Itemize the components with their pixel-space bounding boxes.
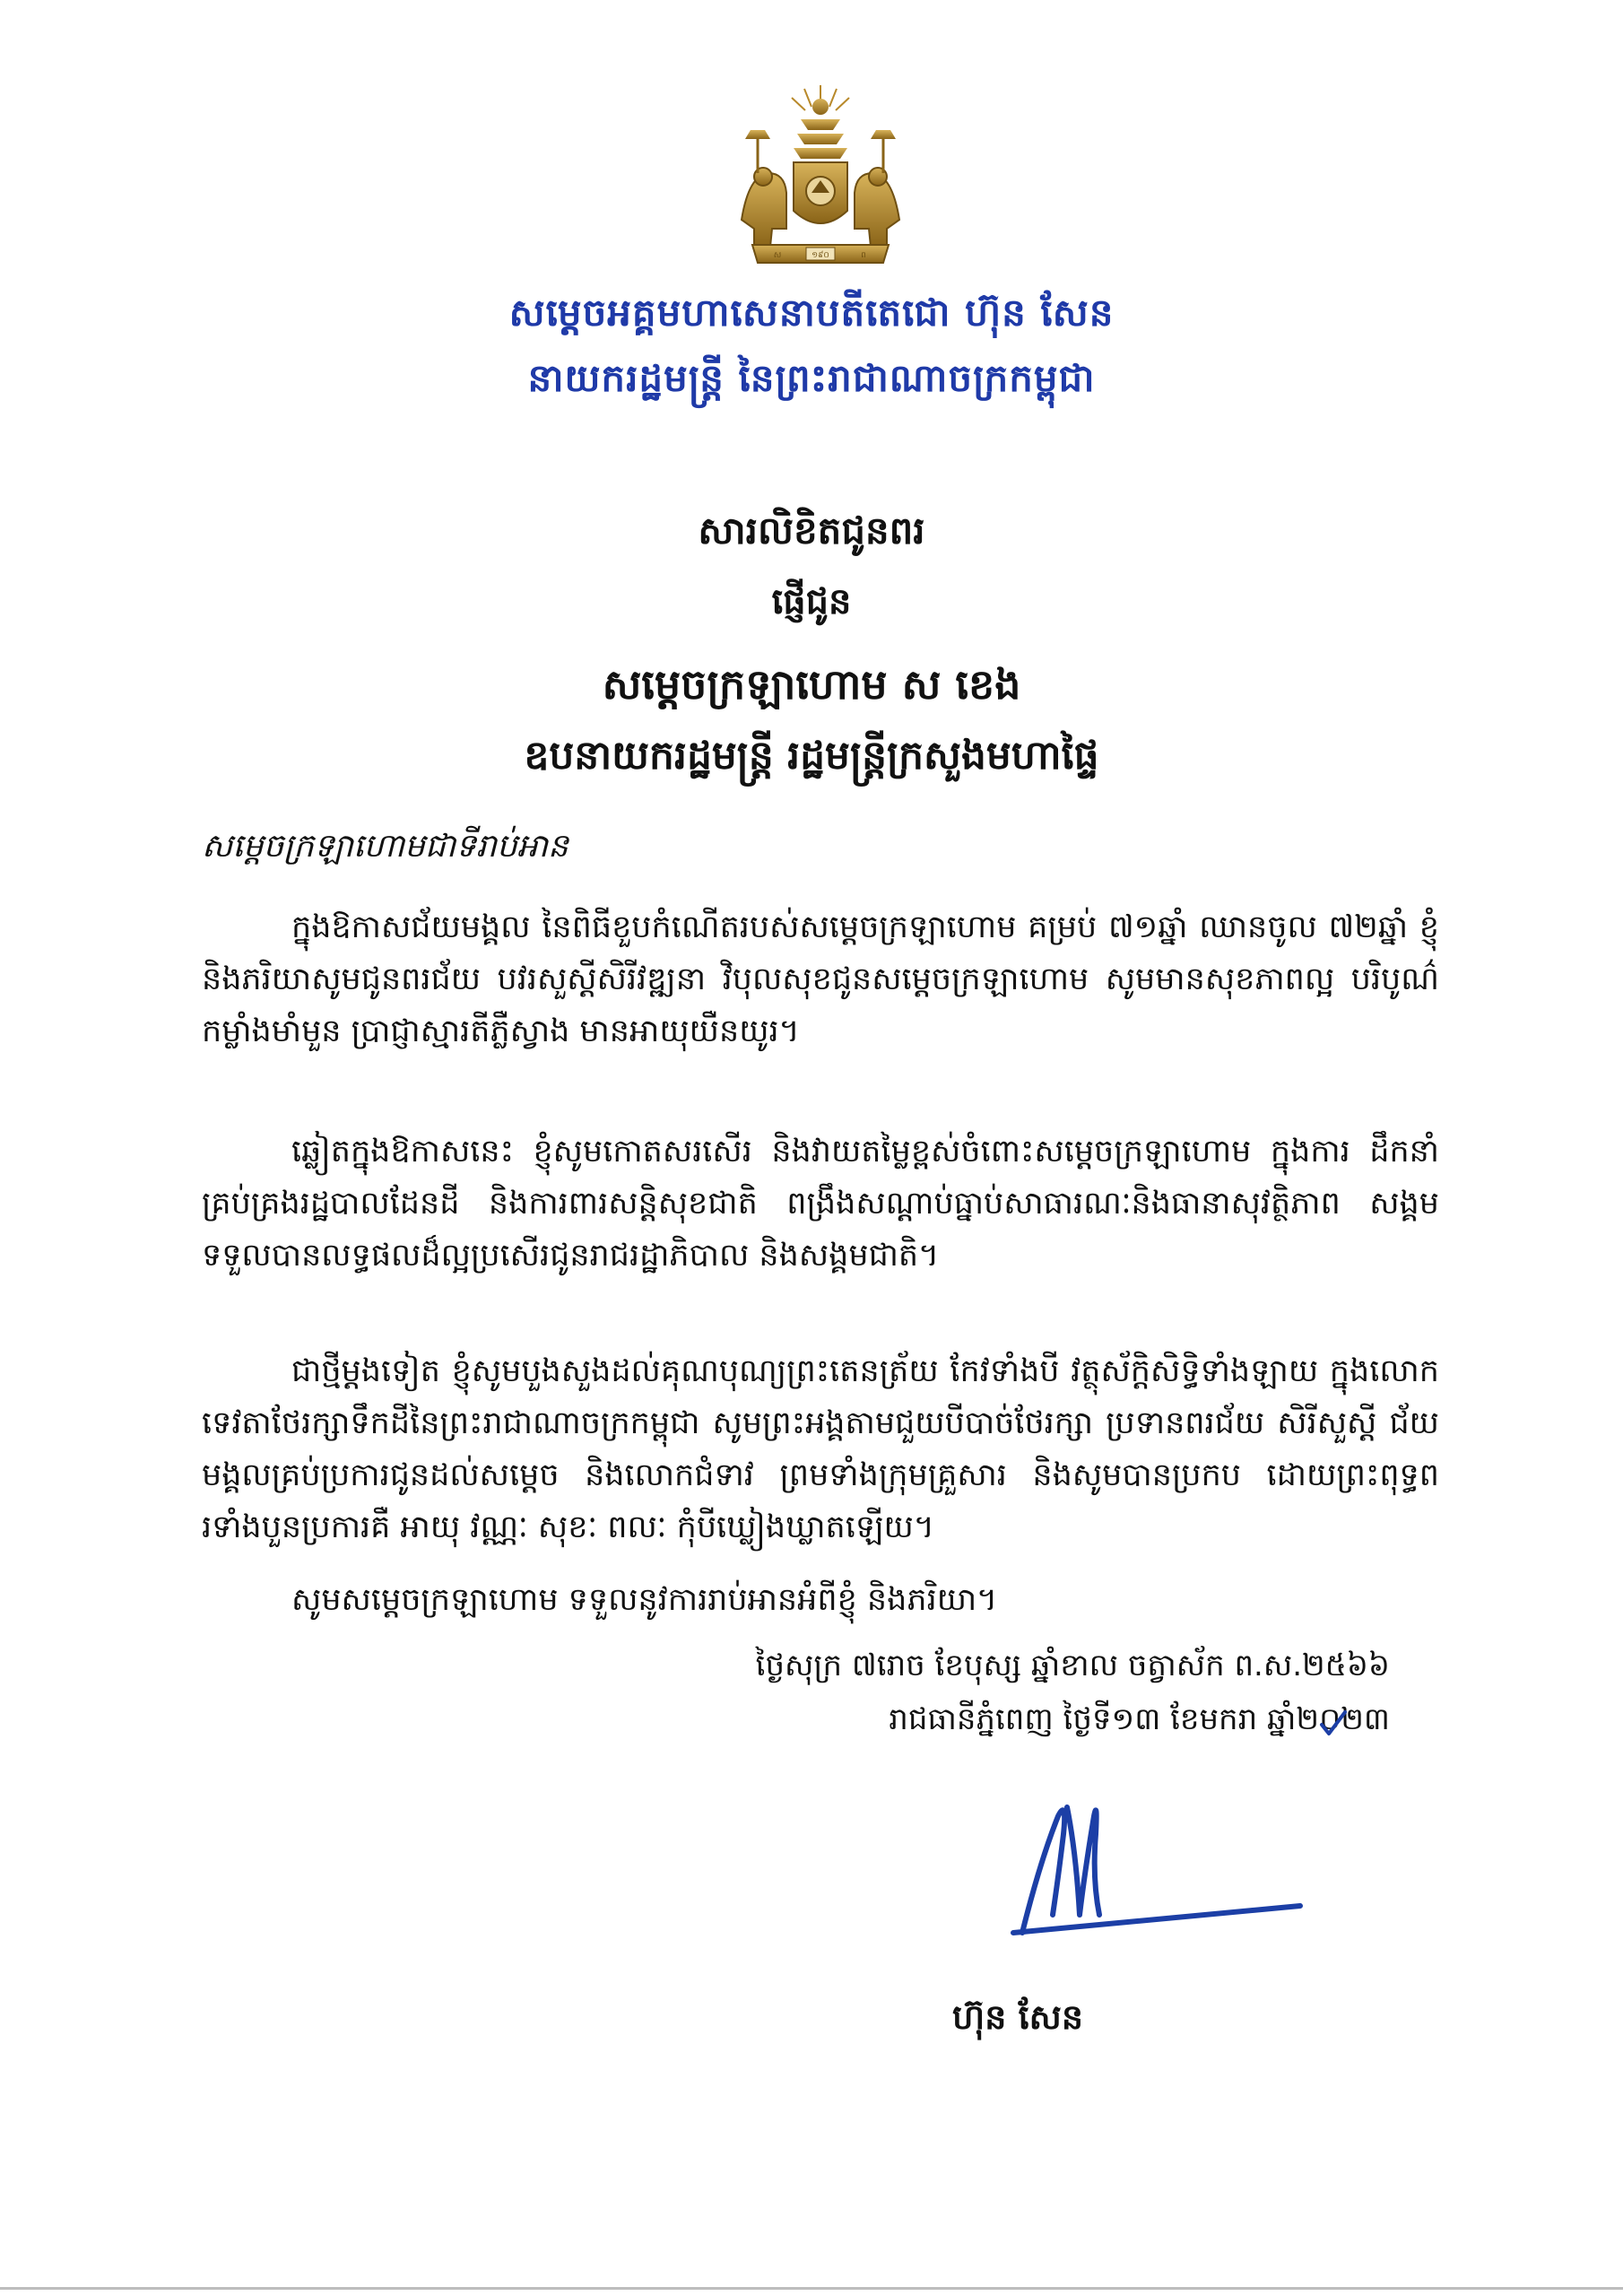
send-to-label: ផ្ញើជូន xyxy=(771,581,852,622)
scan-bottom-edge xyxy=(0,2287,1623,2290)
royal-coat-of-arms-icon xyxy=(722,76,919,274)
check-mark-icon xyxy=(1318,1709,1349,1739)
date-place: រាជធានីភ្នំពេញ ថ្ងៃទី១៣ ខែមករា ឆ្នាំ២០២៣ xyxy=(889,1701,1390,1737)
signer-name: ហ៊ុន សែន xyxy=(952,1997,1083,2037)
sender-title: នាយករដ្ឋមន្ត្រី នៃព្រះរាជាណាចក្រកម្ពុជា xyxy=(527,356,1096,400)
recipient-title: ឧបនាយករដ្ឋមន្ត្រី រដ្ឋមន្ត្រីក្រសួងមហាផ្ទៃ xyxy=(524,733,1099,778)
emblem-ribbon-right: ព xyxy=(861,251,866,260)
body-paragraph-1: ក្នុងឱកាសជ័យមង្គល នៃពិធីខួបកំណើតរបស់សម្តេចក្រឡាហោម គម្រប់ ៧១ឆ្នាំ ឈានចូល ៧២ឆ្នាំ ខ្ញុំ និងភរិយាសូមជូនពរជ័យ បវរសួស្តីសិរីវឌ្ឍនា វិបុលសុខជូនសម្តេចក្រឡាហោម សូមមានសុខភាពល្អ បរិបូណ៌ កម្លាំងមាំមួន ប្រាជ្ញាស្មារតីភ្លឺស្វាង មានអាយុយឺនយូរ។ xyxy=(202,909,1439,1049)
handwritten-signature xyxy=(1004,1780,1309,1951)
body-paragraph-4: សូមសម្តេចក្រឡាហោម ទទួលនូវការរាប់អានអំពីខ្ញុំ និងភរិយា។ xyxy=(291,1582,998,1618)
date-lunar: ថ្ងៃសុក្រ ៧រោច ខែបុស្ស ឆ្នាំខាល ចត្វាស័ក ព.ស.២៥៦៦ xyxy=(755,1648,1390,1683)
recipient-name: សម្តេចក្រឡាហោម ស ខេង xyxy=(602,660,1021,709)
emblem-ribbon-number: ១៩០ xyxy=(812,251,829,260)
salutation: សម្តេចក្រឡាហោមជាទីរាប់អាន xyxy=(202,828,568,865)
letter-type: សារលិខិតជូនពរ xyxy=(698,509,925,552)
emblem-ribbon-left: ស xyxy=(773,251,782,260)
body-paragraph-2: ឆ្លៀតក្នុងឱកាសនេះ ខ្ញុំសូមកោតសរសើរ និងវាយតម្លៃខ្ពស់ចំពោះសម្តេចក្រឡាហោម ក្នុងការ ដឹកនាំគ្រប់គ្រងរដ្ឋបាលដែនដី និងការពារសន្តិសុខជាតិ ពង្រឹងសណ្តាប់ធ្នាប់សាធារណៈនិងធានាសុវត្ថិភាព សង្គម ទទួលបានលទ្ធផលដ៏ល្អប្រសើរជូនរាជរដ្ឋាភិបាល និងសង្គមជាតិ។ xyxy=(202,1134,1439,1274)
body-paragraph-3: ជាថ្មីម្តងទៀត ខ្ញុំសូមបួងសួងដល់គុណបុណ្យព្រះតេនត្រ័យ កែវទាំងបី វត្ថុស័ក្តិសិទ្ធិទាំងឡាយ ក្នុងលោក ទេវតាថែរក្សាទឹកដីនៃព្រះរាជាណាចក្រកម្ពុជា សូមព្រះអង្គតាមជួយបីបាច់ថែរក្សា ប្រទានពរជ័យ សិរីសួស្តី ជ័យមង្គលគ្រប់ប្រការជូនដល់សម្តេច និងលោកជំទាវ ព្រមទាំងក្រុមគ្រួសារ និងសូមបានប្រកប ដោយព្រះពុទ្ធពរទាំងបួនប្រការគឺ អាយុ វណ្ណៈ សុខៈ ពលៈ កុំបីឃ្លៀងឃ្លាតឡើយ។ xyxy=(202,1353,1439,1545)
sender-name: សម្តេចអគ្គមហាសេនាបតីតេជោ ហ៊ុន សែន xyxy=(508,291,1115,335)
